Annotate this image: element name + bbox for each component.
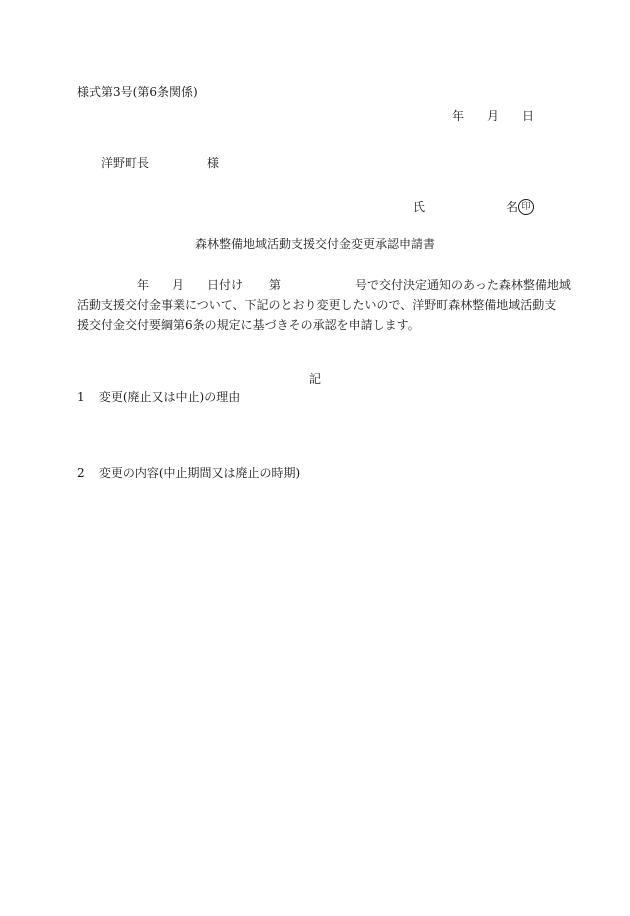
body-line-1-rest: 号で交付決定通知のあった森林整備地域 <box>355 278 571 292</box>
item-2-number: 2 <box>77 466 85 480</box>
document-title: 森林整備地域活動支援交付金変更承認申請書 <box>194 237 435 251</box>
body-paragraph <box>77 275 571 335</box>
applicant-shi-label: 氏 <box>413 200 426 214</box>
addressee-honorific: 様 <box>207 156 220 170</box>
addressee-name: 洋野町長 <box>101 156 150 170</box>
body-month-label: 月 <box>172 278 185 292</box>
item-2 <box>77 465 300 481</box>
body-dai-label: 第 <box>269 278 282 292</box>
item-1-number: 1 <box>77 390 85 404</box>
applicant-mei-label: 名 <box>506 200 519 214</box>
body-line-1 <box>77 275 571 295</box>
body-year-label: 年 <box>137 278 150 292</box>
item-1-label: 変更(廃止又は中止)の理由 <box>98 390 241 404</box>
addressee <box>101 155 220 171</box>
date-day-label: 日 <box>522 109 535 123</box>
body-line-2: 活動支援交付金事業について、下記のとおり変更したいので、洋野町森林整備地域活動支 <box>77 298 557 312</box>
body-dated-label: 日付け <box>207 278 244 292</box>
ki-heading: 記 <box>308 372 321 386</box>
seal-mark: 印 <box>518 199 534 215</box>
body-line-3: 援交付金交付要綱第6条の規定に基づきその承認を申請します。 <box>77 318 420 332</box>
item-2-label: 変更の内容(中止期間又は廃止の時期) <box>98 466 301 480</box>
date-month-label: 月 <box>487 109 500 123</box>
form-number: 様式第3号(第6条関係) <box>77 85 198 99</box>
date-year-label: 年 <box>452 109 465 123</box>
item-1 <box>77 389 240 405</box>
